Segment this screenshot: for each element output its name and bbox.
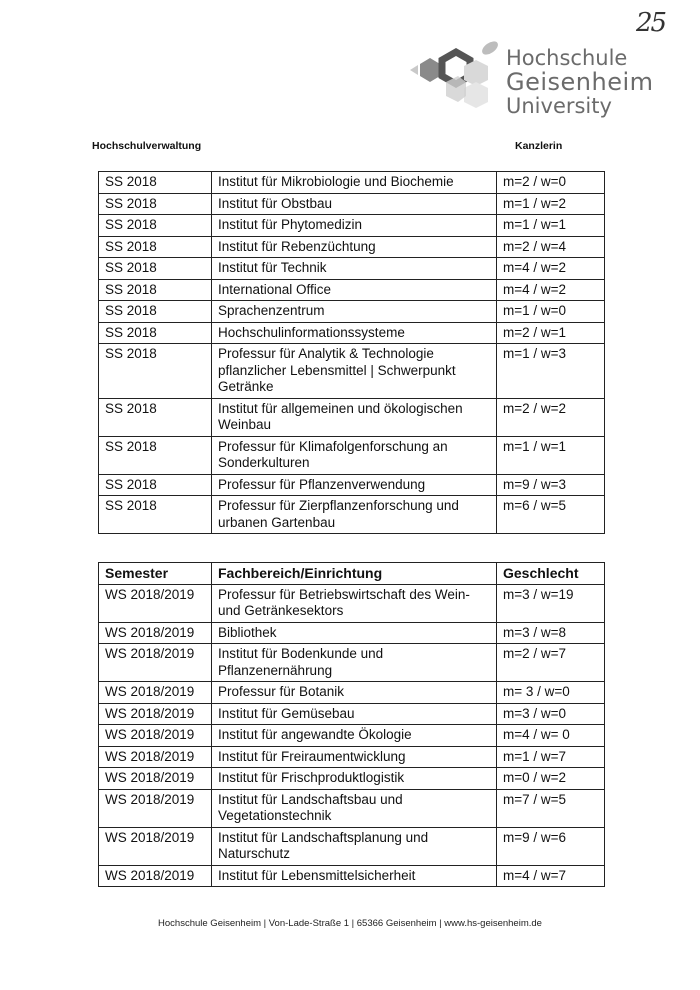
- table-row: [99, 768, 605, 790]
- table-row: [99, 322, 605, 344]
- table-row: [99, 279, 605, 301]
- cell-geschlecht: m=2 / w=0: [497, 172, 605, 194]
- cell-einrichtung: Sprachenzentrum: [212, 301, 497, 323]
- cell-einrichtung: Bibliothek: [212, 622, 497, 644]
- cell-semester: SS 2018: [99, 301, 212, 323]
- cell-semester: SS 2018: [99, 322, 212, 344]
- cell-einrichtung: Institut für Gemüsebau: [212, 703, 497, 725]
- logo-text-line1: Hochschule: [506, 46, 628, 70]
- hexagon-logo-icon: [408, 36, 504, 126]
- cell-einrichtung: Institut für Bodenkunde und Pflanzenernährung: [212, 644, 497, 682]
- table-row: [99, 436, 605, 474]
- page-footer: Hochschule Geisenheim | Von-Lade-Straße 1 | 65366 Geisenheim | www.hs-geisenheim.de: [158, 918, 542, 929]
- cell-geschlecht: m=2 / w=2: [497, 398, 605, 436]
- cell-geschlecht: m=4 / w= 0: [497, 725, 605, 747]
- cell-geschlecht: m= 3 / w=0: [497, 682, 605, 704]
- cell-geschlecht: m=2 / w=7: [497, 644, 605, 682]
- cell-geschlecht: m=1 / w=7: [497, 746, 605, 768]
- cell-einrichtung: Hochschulinformationssysteme: [212, 322, 497, 344]
- table-row: [99, 644, 605, 682]
- cell-semester: WS 2018/2019: [99, 746, 212, 768]
- cell-semester: SS 2018: [99, 496, 212, 534]
- cell-geschlecht: m=9 / w=6: [497, 827, 605, 865]
- table-row: [99, 474, 605, 496]
- column-header-semester: Semester: [99, 563, 212, 585]
- column-header-geschlecht: Geschlecht: [497, 563, 605, 585]
- column-header-einrichtung: Fachbereich/Einrichtung: [212, 563, 497, 585]
- header-department: Hochschulverwaltung: [92, 140, 202, 152]
- cell-einrichtung: Professur für Zierpflanzenforschung und urbanen Gartenbau: [212, 496, 497, 534]
- cell-einrichtung: Professur für Analytik & Technologie pflanzlicher Lebensmittel | Schwerpunkt Getränke: [212, 344, 497, 399]
- cell-geschlecht: m=3 / w=8: [497, 622, 605, 644]
- cell-geschlecht: m=9 / w=3: [497, 474, 605, 496]
- cell-einrichtung: Institut für Frischproduktlogistik: [212, 768, 497, 790]
- table-header-row: [99, 563, 605, 585]
- cell-geschlecht: m=1 / w=1: [497, 436, 605, 474]
- handwritten-page-number: 25: [636, 8, 666, 38]
- cell-einrichtung: Professur für Betriebswirtschaft des Wein- und Getränkesektors: [212, 584, 497, 622]
- cell-semester: WS 2018/2019: [99, 622, 212, 644]
- cell-geschlecht: m=6 / w=5: [497, 496, 605, 534]
- table-row: [99, 215, 605, 237]
- cell-einrichtung: Institut für allgemeinen und ökologischen Weinbau: [212, 398, 497, 436]
- cell-geschlecht: m=1 / w=3: [497, 344, 605, 399]
- cell-geschlecht: m=2 / w=1: [497, 322, 605, 344]
- table-row: [99, 193, 605, 215]
- cell-einrichtung: Institut für Rebenzüchtung: [212, 236, 497, 258]
- cell-semester: SS 2018: [99, 398, 212, 436]
- cell-semester: WS 2018/2019: [99, 827, 212, 865]
- table-row: [99, 682, 605, 704]
- cell-geschlecht: m=1 / w=1: [497, 215, 605, 237]
- logo-text-line2: Geisenheim: [506, 68, 654, 96]
- cell-geschlecht: m=7 / w=5: [497, 789, 605, 827]
- cell-semester: WS 2018/2019: [99, 725, 212, 747]
- table-row: [99, 301, 605, 323]
- cell-einrichtung: Institut für Freiraumentwicklung: [212, 746, 497, 768]
- table-row: [99, 344, 605, 399]
- university-logo: [408, 36, 688, 126]
- cell-semester: WS 2018/2019: [99, 865, 212, 887]
- cell-einrichtung: Institut für Phytomedizin: [212, 215, 497, 237]
- table-row: [99, 172, 605, 194]
- cell-geschlecht: m=1 / w=0: [497, 301, 605, 323]
- cell-einrichtung: Institut für Landschaftsbau und Vegetationstechnik: [212, 789, 497, 827]
- cell-semester: SS 2018: [99, 344, 212, 399]
- cell-semester: SS 2018: [99, 215, 212, 237]
- cell-semester: SS 2018: [99, 436, 212, 474]
- table-row: [99, 725, 605, 747]
- cell-semester: SS 2018: [99, 258, 212, 280]
- cell-einrichtung: Institut für Mikrobiologie und Biochemie: [212, 172, 497, 194]
- cell-geschlecht: m=2 / w=4: [497, 236, 605, 258]
- header-office: Kanzlerin: [515, 140, 563, 152]
- cell-einrichtung: Professur für Pflanzenverwendung: [212, 474, 497, 496]
- table-row: [99, 258, 605, 280]
- cell-einrichtung: Institut für Technik: [212, 258, 497, 280]
- cell-semester: WS 2018/2019: [99, 768, 212, 790]
- table-row: [99, 827, 605, 865]
- cell-semester: WS 2018/2019: [99, 682, 212, 704]
- cell-semester: WS 2018/2019: [99, 584, 212, 622]
- cell-geschlecht: m=4 / w=2: [497, 258, 605, 280]
- cell-geschlecht: m=3 / w=19: [497, 584, 605, 622]
- cell-semester: SS 2018: [99, 279, 212, 301]
- table-row: [99, 496, 605, 534]
- cell-semester: WS 2018/2019: [99, 789, 212, 827]
- cell-einrichtung: Institut für Lebensmittelsicherheit: [212, 865, 497, 887]
- cell-einrichtung: Professur für Botanik: [212, 682, 497, 704]
- table-row: [99, 622, 605, 644]
- table-summer-semester: [98, 171, 605, 534]
- cell-semester: WS 2018/2019: [99, 703, 212, 725]
- table-row: [99, 584, 605, 622]
- cell-semester: SS 2018: [99, 474, 212, 496]
- table-row: [99, 746, 605, 768]
- cell-geschlecht: m=4 / w=2: [497, 279, 605, 301]
- table-winter-semester: [98, 562, 605, 887]
- cell-geschlecht: m=3 / w=0: [497, 703, 605, 725]
- table-row: [99, 789, 605, 827]
- cell-einrichtung: International Office: [212, 279, 497, 301]
- cell-einrichtung: Institut für Obstbau: [212, 193, 497, 215]
- table-row: [99, 703, 605, 725]
- cell-geschlecht: m=1 / w=2: [497, 193, 605, 215]
- table-row: [99, 236, 605, 258]
- cell-semester: SS 2018: [99, 172, 212, 194]
- table-row: [99, 398, 605, 436]
- logo-text-line3: University: [506, 94, 612, 118]
- cell-semester: SS 2018: [99, 193, 212, 215]
- cell-einrichtung: Professur für Klimafolgenforschung an Sonderkulturen: [212, 436, 497, 474]
- table-row: [99, 865, 605, 887]
- cell-geschlecht: m=4 / w=7: [497, 865, 605, 887]
- cell-einrichtung: Institut für Landschaftsplanung und Naturschutz: [212, 827, 497, 865]
- cell-semester: WS 2018/2019: [99, 644, 212, 682]
- cell-geschlecht: m=0 / w=2: [497, 768, 605, 790]
- cell-einrichtung: Institut für angewandte Ökologie: [212, 725, 497, 747]
- cell-semester: SS 2018: [99, 236, 212, 258]
